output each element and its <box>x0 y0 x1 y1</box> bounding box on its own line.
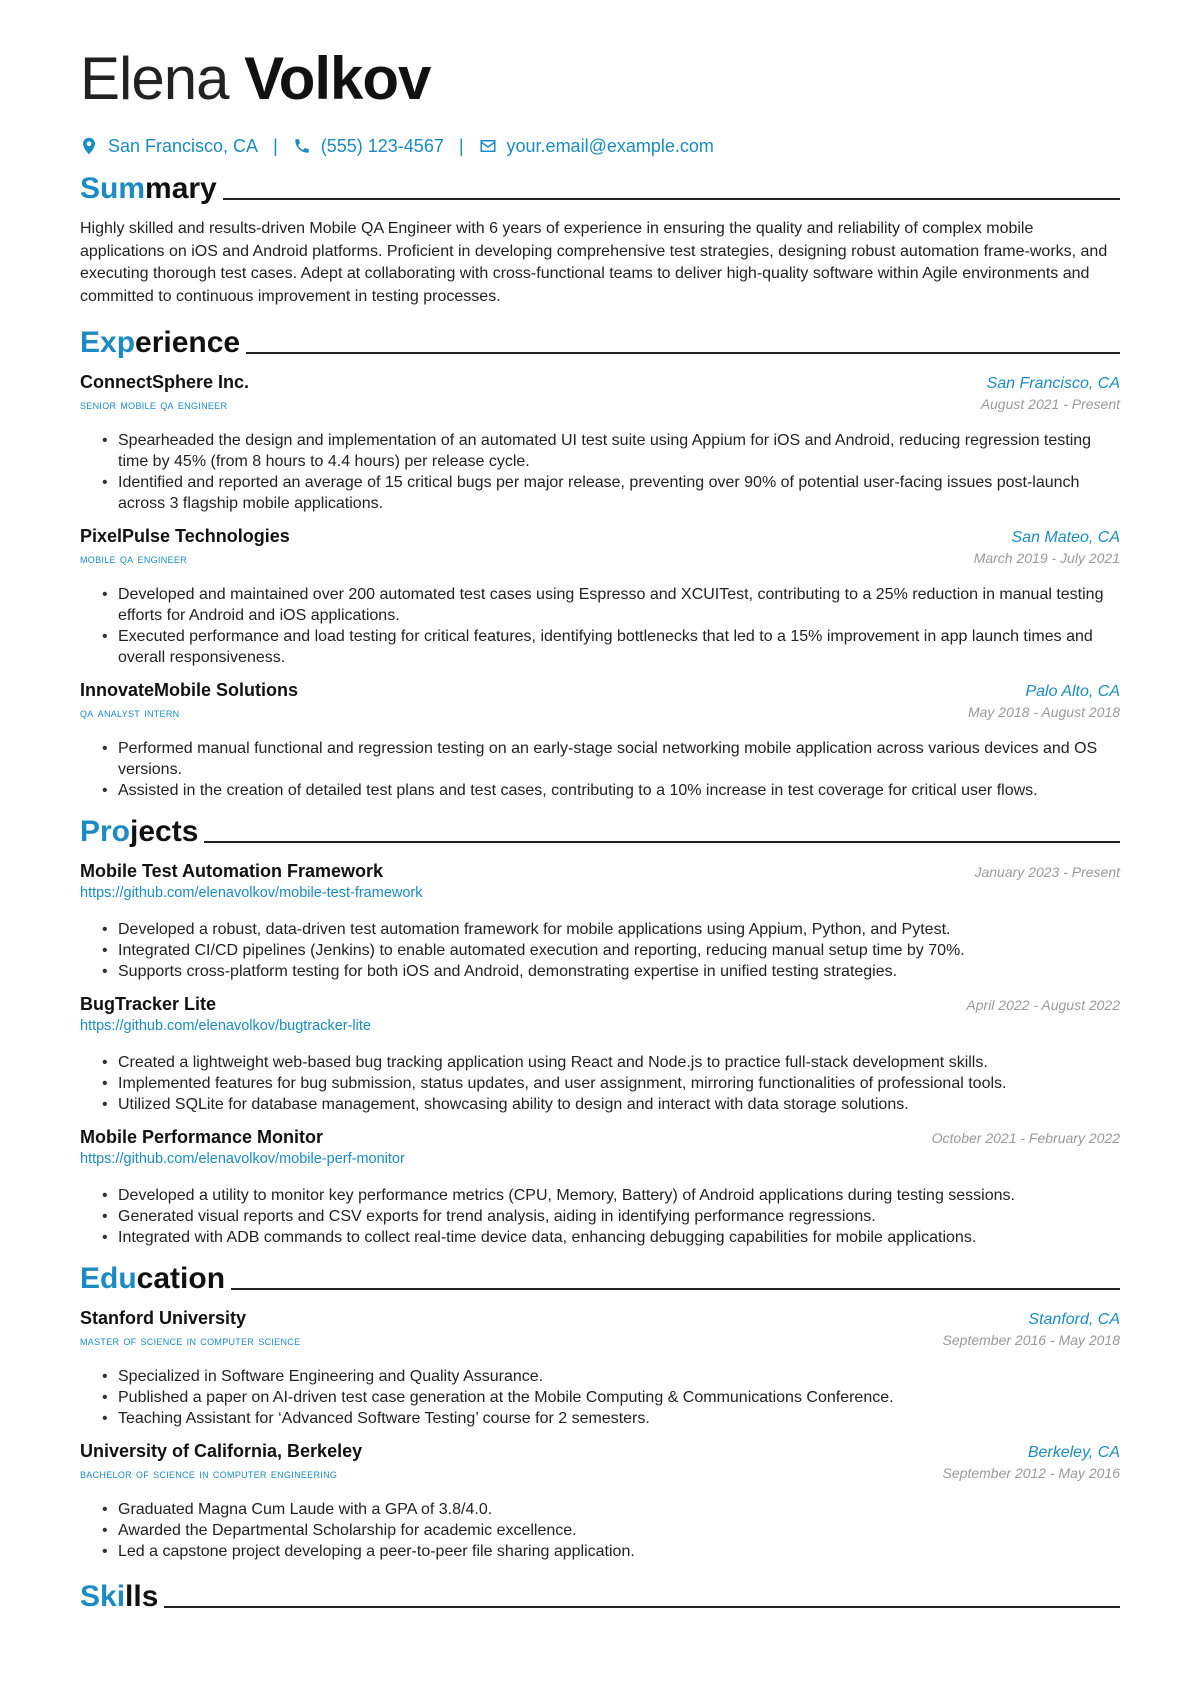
section-title <box>80 326 240 360</box>
project-link[interactable]: https://github.com/elenavolkov/bugtracker-lite <box>80 1018 371 1034</box>
contact-email[interactable] <box>479 136 714 157</box>
summary-heading <box>80 168 1120 206</box>
bullet-list <box>80 584 1120 668</box>
title-accent: Edu <box>80 1262 137 1295</box>
first-name: Elena <box>80 45 229 112</box>
project-name: Mobile Performance Monitor <box>80 1127 324 1147</box>
education-entry <box>80 1441 1120 1562</box>
bullet-item: • Developed a utility to monitor key performance metrics (CPU, Memory, Battery) of Android applications during testing sessions. <box>80 1185 1120 1206</box>
job-title: mobile qa engineer <box>80 551 187 566</box>
entry-location: Berkeley, CA <box>1027 1444 1120 1461</box>
section-title <box>80 815 198 849</box>
title-accent: Pro <box>80 815 131 848</box>
bullet-item: • Identified and reported an average of 15 critical bugs per major release, preventing over 90% of potential user-facing issues post-launch across 3 flagship mobile applications. <box>80 472 1120 514</box>
map-pin-icon <box>80 137 98 155</box>
section-rule <box>164 1606 1120 1608</box>
project-entry <box>80 1127 1120 1248</box>
bullet-list <box>80 1366 1120 1429</box>
section-title <box>80 172 217 206</box>
bullet-item: • Assisted in the creation of detailed test plans and test cases, contributing to a 10% increase in test coverage for critical user flows. <box>80 780 1120 801</box>
bullet-item: • Implemented features for bug submission, status updates, and user assignment, mirroring functionalities of professional tools. <box>80 1073 1120 1094</box>
bullet-list <box>80 1052 1120 1115</box>
contact-bar <box>80 132 1120 160</box>
education-heading <box>80 1258 1120 1296</box>
phone-text: (555) 123-4567 <box>320 135 444 156</box>
entry-location: Stanford, CA <box>1028 1311 1120 1328</box>
section-title <box>80 1580 158 1614</box>
title-rest: mary <box>145 172 217 205</box>
bullet-item: • Awarded the Departmental Scholarship for academic excellence. <box>80 1520 1120 1541</box>
experience-entry <box>80 680 1120 801</box>
bullet-item: • Created a lightweight web-based bug tracking application using React and Node.js to practice full-stack development skills. <box>80 1052 1120 1073</box>
bullet-item: • Graduated Magna Cum Laude with a GPA of 3.8/4.0. <box>80 1499 1120 1520</box>
contact-separator: | <box>273 135 278 156</box>
entry-location: San Mateo, CA <box>1011 529 1120 546</box>
degree: master of science in computer science <box>80 1333 301 1348</box>
envelope-icon <box>479 137 497 155</box>
bullet-item: • Led a capstone project developing a peer-to-peer file sharing application. <box>80 1541 1120 1562</box>
project-link[interactable]: https://github.com/elenavolkov/mobile-perf-monitor <box>80 1151 405 1167</box>
bullet-item: • Spearheaded the design and implementation of an automated UI test suite using Appium for iOS and Android, reducing regression testing time by 45% (from 8 hours to 4.4 hours) per release cycle. <box>80 430 1120 472</box>
bullet-item: • Performed manual functional and regression testing on an early-stage social networking mobile application across various devices and OS versions. <box>80 738 1120 780</box>
bullet-item: • Published a paper on AI-driven test case generation at the Mobile Computing & Communications Conference. <box>80 1387 1120 1408</box>
school-name: Stanford University <box>80 1308 247 1328</box>
section-rule <box>246 352 1120 354</box>
projects-heading <box>80 811 1120 849</box>
bullet-list <box>80 1185 1120 1248</box>
experience-entry <box>80 372 1120 514</box>
bullet-list <box>80 919 1120 982</box>
section-title <box>80 1262 225 1296</box>
bullet-item: • Integrated with ADB commands to collect real-time device data, enhancing debugging capabilities for mobile applications. <box>80 1227 1120 1248</box>
school-name: University of California, Berkeley <box>80 1441 363 1461</box>
resume-page <box>80 0 1120 1614</box>
bullet-item: • Specialized in Software Engineering and Quality Assurance. <box>80 1366 1120 1387</box>
section-rule <box>223 198 1120 200</box>
job-title: qa analyst intern <box>80 705 180 720</box>
entry-dates: August 2021 - Present <box>980 396 1120 412</box>
experience-heading <box>80 322 1120 360</box>
education-entry <box>80 1308 1120 1429</box>
title-rest: erience <box>135 326 241 359</box>
section-rule <box>231 1288 1120 1290</box>
job-title: senior mobile qa engineer <box>80 397 228 412</box>
project-entry <box>80 861 1120 982</box>
bullet-list <box>80 430 1120 514</box>
bullet-item: • Developed and maintained over 200 automated test cases using Espresso and XCUITest, contributing to a 25% reduction in manual testing efforts for Android and iOS applications. <box>80 584 1120 626</box>
company-name: InnovateMobile Solutions <box>80 680 299 700</box>
bullet-item: • Executed performance and load testing for critical features, identifying bottlenecks that led to a 15% improvement in app launch times and overall responsiveness. <box>80 626 1120 668</box>
project-link[interactable]: https://github.com/elenavolkov/mobile-test-framework <box>80 885 423 901</box>
bullet-item: • Utilized SQLite for database management, showcasing ability to design and interact with data storage solutions. <box>80 1094 1120 1115</box>
entry-location: Palo Alto, CA <box>1025 683 1120 700</box>
entry-dates: September 2016 - May 2018 <box>942 1332 1120 1348</box>
contact-location <box>80 136 258 157</box>
title-accent: Ski <box>80 1580 126 1613</box>
title-rest: jects <box>130 815 199 848</box>
location-text: San Francisco, CA <box>108 135 259 156</box>
title-accent: Sum <box>80 172 146 205</box>
entry-dates: May 2018 - August 2018 <box>967 704 1120 720</box>
entry-dates: April 2022 - August 2022 <box>966 997 1120 1013</box>
project-name: Mobile Test Automation Framework <box>80 861 384 881</box>
title-accent: Exp <box>80 326 136 359</box>
entry-location: San Francisco, CA <box>986 375 1120 392</box>
entry-dates: March 2019 - July 2021 <box>973 550 1120 566</box>
contact-separator: | <box>458 135 464 156</box>
last-name: Volkov <box>244 45 431 112</box>
entry-dates: October 2021 - February 2022 <box>931 1130 1120 1146</box>
candidate-name <box>80 44 1120 114</box>
entry-dates: January 2023 - Present <box>974 864 1120 880</box>
project-entry <box>80 994 1120 1115</box>
phone-icon <box>293 137 311 155</box>
project-name: BugTracker Lite <box>80 994 217 1014</box>
bullet-item: • Teaching Assistant for ‘Advanced Software Testing’ course for 2 semesters. <box>80 1408 1120 1429</box>
entry-dates: September 2012 - May 2016 <box>942 1465 1120 1481</box>
summary-text: Highly skilled and results-driven Mobile QA Engineer with 6 years of experience in ensuring the quality and reliability of complex mobile applications on iOS and Android platforms. Proficient in developing comprehensive test strategies, designing robust automation frame-works, and executing thorough test cases. Adept at collaborating with cross-functional teams to deliver high-quality software within Agile environments and committed to continuous improvement in testing processes. <box>80 220 1108 305</box>
degree: bachelor of science in computer engineering <box>80 1466 338 1481</box>
section-rule <box>204 841 1120 843</box>
company-name: ConnectSphere Inc. <box>80 372 250 392</box>
bullet-item: • Integrated CI/CD pipelines (Jenkins) to enable automated execution and reporting, reducing manual setup time by 70%. <box>80 940 1120 961</box>
bullet-item: • Supports cross-platform testing for both iOS and Android, demonstrating expertise in unified testing strategies. <box>80 961 1120 982</box>
company-name: PixelPulse Technologies <box>80 526 290 546</box>
bullet-item: • Developed a robust, data-driven test automation framework for mobile applications using Appium, Python, and Pytest. <box>80 919 1120 940</box>
bullet-list <box>80 1499 1120 1562</box>
experience-entry <box>80 526 1120 668</box>
title-rest: cation <box>136 1262 226 1295</box>
skills-heading <box>80 1576 1120 1614</box>
contact-phone[interactable] <box>293 136 444 157</box>
title-rest: lls <box>125 1580 159 1613</box>
email-link: your.email@example.com <box>506 135 714 156</box>
bullet-item: • Generated visual reports and CSV exports for trend analysis, aiding in identifying performance regressions. <box>80 1206 1120 1227</box>
bullet-list <box>80 738 1120 801</box>
